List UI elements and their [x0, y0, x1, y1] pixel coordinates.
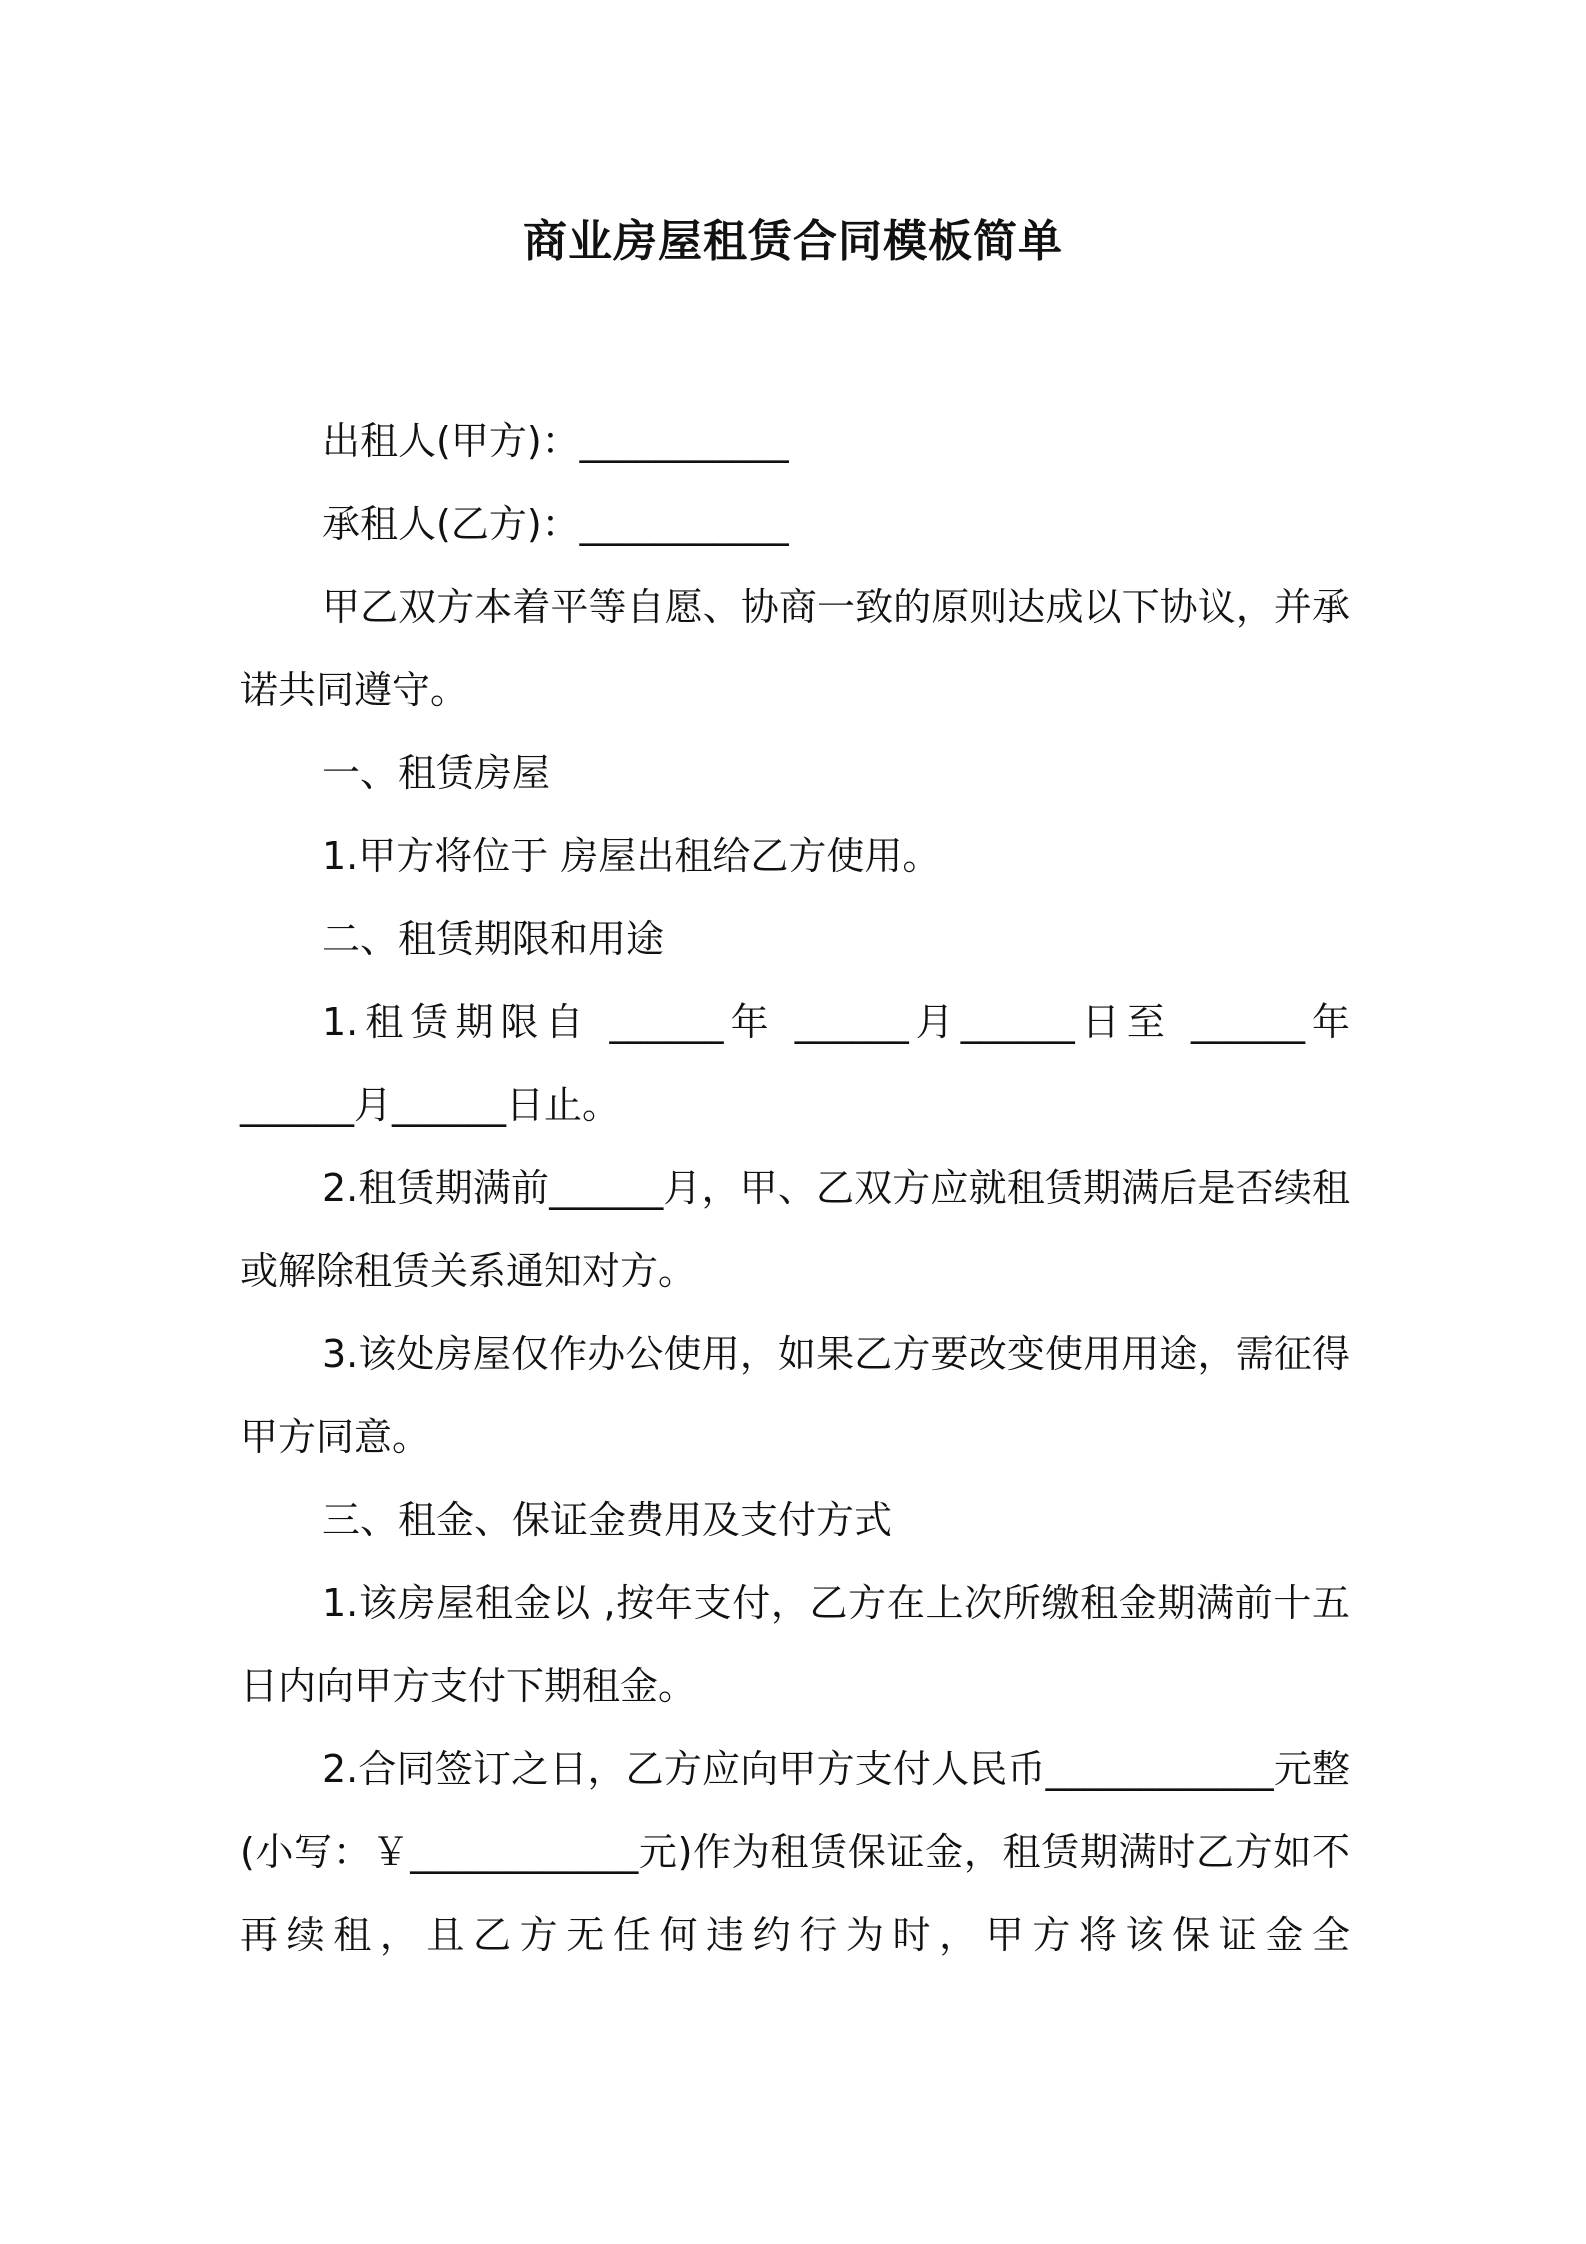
section-heading-3: 三、租金、保证金费用及支付方式	[322, 1498, 893, 1542]
clause-1-1: 1.甲方将位于 房屋出租给乙方使用。	[322, 834, 941, 878]
agreement-intro: 甲乙双方本着平等自愿、协商一致的原则达成以下协议，并承诺共同遵守。	[240, 585, 1350, 712]
clause-2-1: 1.租赁期限自 ______年 ______月______日至 ______年 ______月______日止。	[240, 1000, 1350, 1127]
section-heading-2: 二、租赁期限和用途	[322, 917, 665, 961]
document-title: 商业房屋租赁合同模板简单	[523, 216, 1063, 267]
clause-2-3: 3.该处房屋仅作办公使用，如果乙方要改变使用用途，需征得甲方同意。	[240, 1332, 1350, 1459]
document-body	[240, 400, 1350, 1977]
section-heading-1: 一、租赁房屋	[322, 751, 551, 795]
lessee-line: 承租人(乙方)：___________	[322, 502, 789, 546]
clause-3-1: 1.该房屋租金以 ,按年支付，乙方在上次所缴租金期满前十五日内向甲方支付下期租金。	[240, 1581, 1350, 1708]
clause-3-2: 2.合同签订之日，乙方应向甲方支付人民币____________元整(小写：￥____________元)作为租赁保证金，租赁期满时乙方如不再续租，且乙方无任何违约行为时，甲方将该保证金全	[240, 1747, 1350, 1957]
clause-2-2: 2.租赁期满前______月，甲、乙双方应就租赁期满后是否续租或解除租赁关系通知对方。	[240, 1166, 1350, 1293]
lessor-line: 出租人(甲方)：___________	[322, 419, 789, 463]
